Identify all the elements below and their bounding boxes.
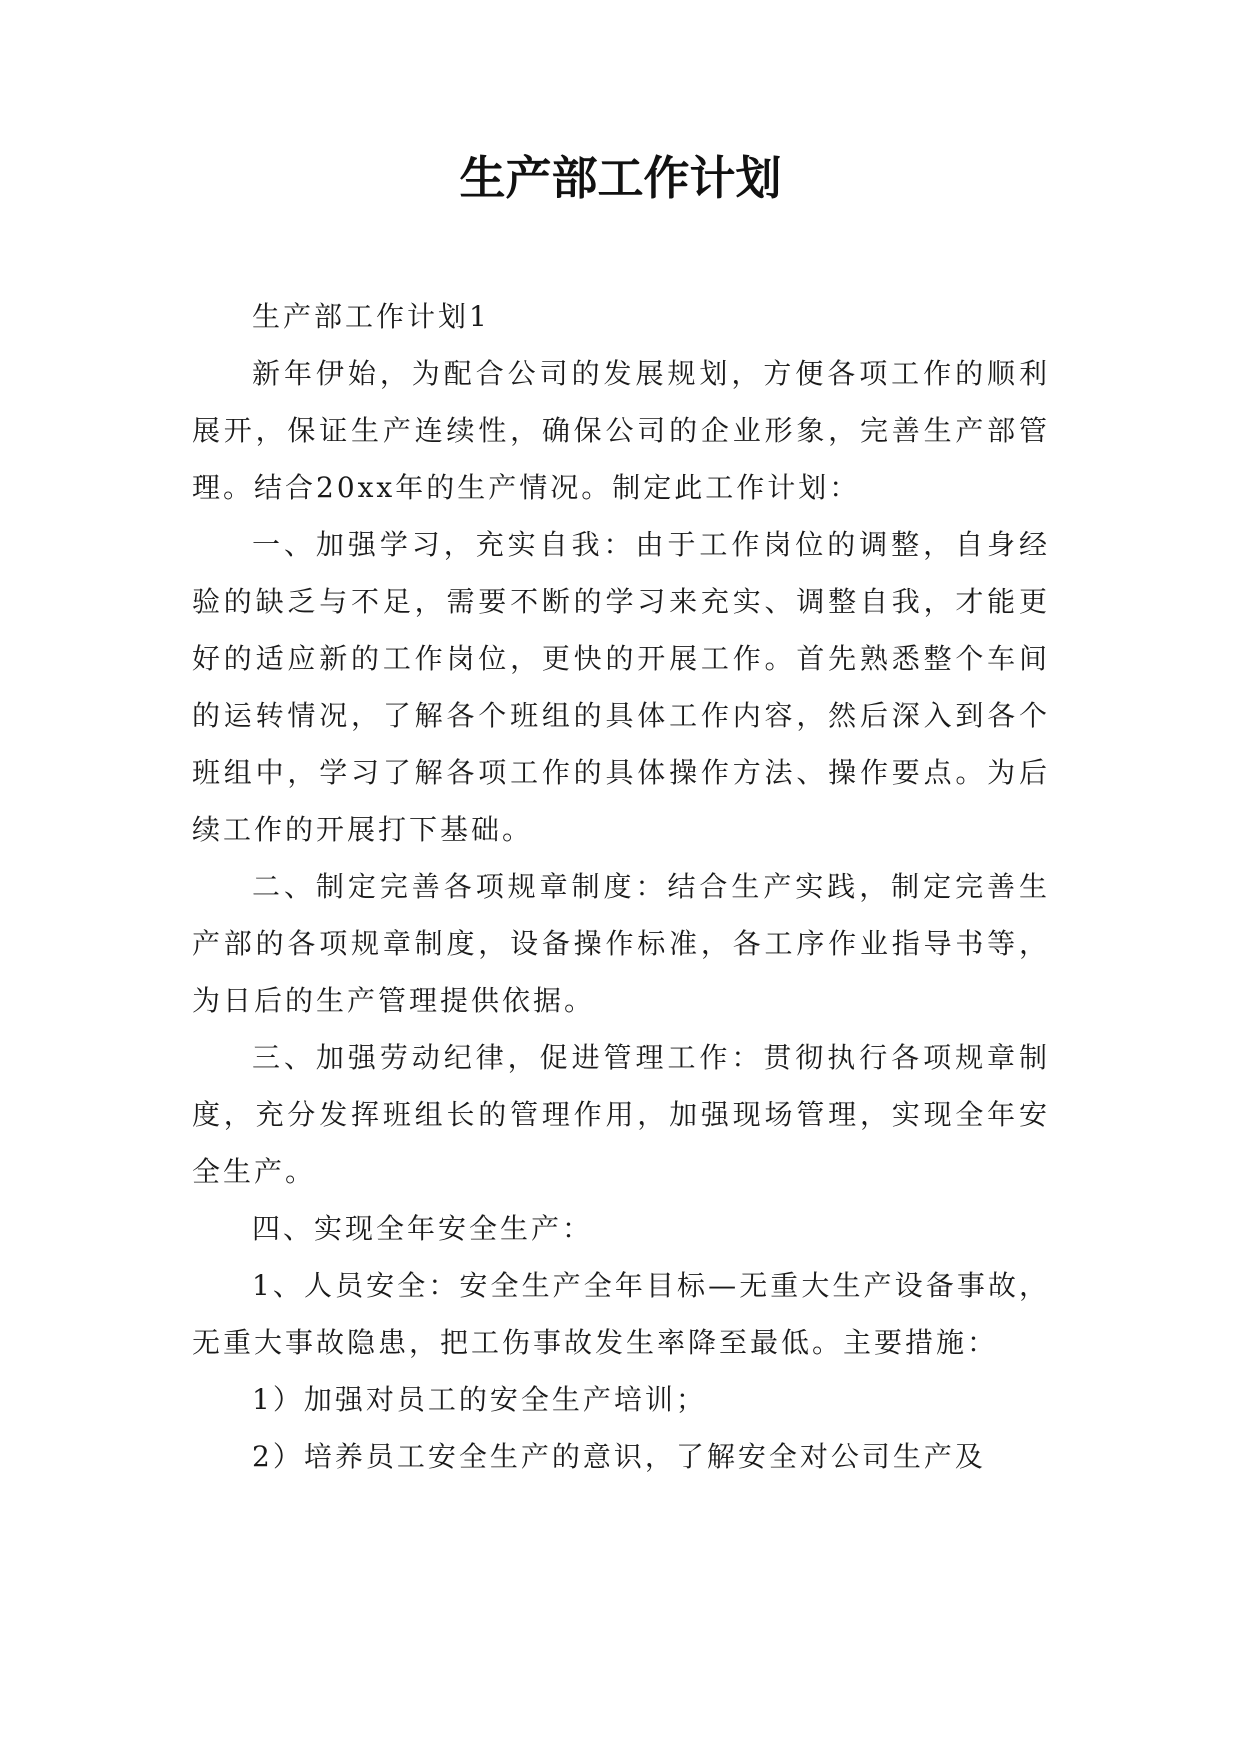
paragraph-safety-heading: 四、实现全年安全生产： xyxy=(252,1212,594,1245)
list-item: 1）加强对员工的安全生产培训； xyxy=(252,1383,707,1416)
document-title: 生产部工作计划 xyxy=(459,151,782,205)
intro-paragraph: 新年伊始，为配合公司的发展规划，方便各项工作的顺利展开，保证生产连续性，确保公司的企业形象，完善生产部管理。结合20xx年的生产情况。制定此工作计划： xyxy=(192,357,1050,504)
document-body xyxy=(192,288,1050,1485)
list-item: 2）培养员工安全生产的意识，了解安全对公司生产及 xyxy=(252,1440,986,1473)
paragraph-discipline: 三、加强劳动纪律，促进管理工作：贯彻执行各项规章制度，充分发挥班组长的管理作用，加强现场管理，实现全年安全生产。 xyxy=(192,1041,1050,1188)
paragraph-study: 一、加强学习，充实自我：由于工作岗位的调整，自身经验的缺乏与不足，需要不断的学习来充实、调整自我，才能更好的适应新的工作岗位，更快的开展工作。首先熟悉整个车间的运转情况，了解各个班组的具体工作内容，然后深入到各个班组中，学习了解各项工作的具体操作方法、操作要点。为后续工作的开展打下基础。 xyxy=(192,528,1050,846)
paragraph-regulations: 二、制定完善各项规章制度：结合生产实践，制定完善生产部的各项规章制度，设备操作标准，各工序作业指导书等，为日后的生产管理提供依据。 xyxy=(192,870,1050,1017)
section-heading: 生产部工作计划1 xyxy=(252,300,490,333)
paragraph-personnel-safety: 1、人员安全：安全生产全年目标—无重大生产设备事故，无重大事故隐患，把工伤事故发生率降至最低。主要措施： xyxy=(192,1269,1050,1359)
